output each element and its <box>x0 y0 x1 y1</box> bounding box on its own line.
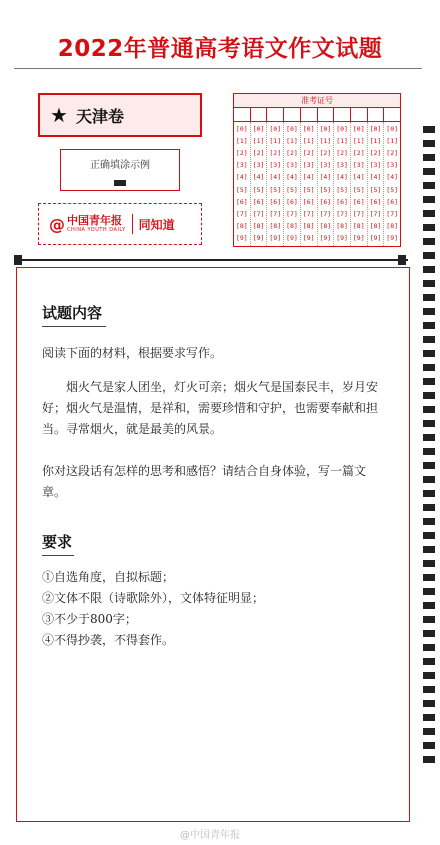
exam-id-digit-bubble[interactable]: [3] <box>319 161 332 170</box>
requirement-item: ③不少于800字； <box>42 612 137 626</box>
timing-mark <box>423 406 435 413</box>
exam-id-digit-bubble[interactable]: [5] <box>319 185 332 194</box>
exam-id-label: 准考证号 <box>234 94 400 108</box>
exam-id-digit-bubble[interactable]: [3] <box>269 161 282 170</box>
exam-id-digit-bubble[interactable]: [2] <box>252 149 265 158</box>
separator-end-mark <box>398 255 406 265</box>
exam-id-digit-bubble[interactable]: [8] <box>336 221 348 230</box>
exam-id-digit-bubble[interactable]: [1] <box>386 137 399 146</box>
exam-id-digit-bubble[interactable]: [0] <box>319 125 332 133</box>
exam-id-digit-bubble[interactable]: [9] <box>336 233 348 242</box>
exam-id-digit-bubble[interactable]: [4] <box>336 173 348 182</box>
exam-id-digit-bubble[interactable]: [6] <box>319 197 332 206</box>
timing-mark <box>423 420 435 427</box>
filled-mark-sample <box>114 180 126 186</box>
section-separator <box>14 259 408 261</box>
timing-mark <box>423 168 435 175</box>
timing-mark <box>423 252 435 259</box>
requirements-heading-underline <box>42 555 74 556</box>
exam-id-digit-bubble[interactable]: [1] <box>269 137 282 146</box>
timing-mark <box>423 546 435 553</box>
exam-id-digit-bubble[interactable]: [1] <box>319 137 332 146</box>
exam-id-input-cell[interactable] <box>284 108 301 121</box>
exam-id-digit-bubble[interactable]: [9] <box>319 233 332 242</box>
fill-sample-label: 正确填涂示例 <box>90 160 150 171</box>
exam-id-digit-bubble[interactable]: [7] <box>319 209 332 218</box>
timing-mark <box>423 364 435 371</box>
exam-id-digit-bubble[interactable]: [8] <box>235 221 248 230</box>
timing-mark <box>423 588 435 595</box>
exam-id-input-cell[interactable] <box>368 108 385 121</box>
timing-mark <box>423 280 435 287</box>
exam-id-digit-bubble[interactable]: [2] <box>302 149 315 158</box>
timing-mark <box>423 658 435 665</box>
exam-id-digit-bubble[interactable]: [0] <box>352 125 365 133</box>
requirement-item: ②文体不限（诗歌除外），文体特征明显； <box>42 591 265 605</box>
exam-id-digit-bubble[interactable]: [1] <box>369 137 382 146</box>
exam-id-digit-bubble[interactable]: [1] <box>252 137 265 146</box>
exam-id-digit-bubble[interactable]: [8] <box>386 221 399 230</box>
exam-id-digit-bubble[interactable]: [9] <box>269 233 282 242</box>
timing-mark <box>423 322 435 329</box>
requirement-item: ①自选角度，自拟标题； <box>42 570 175 584</box>
exam-id-digit-bubble[interactable]: [6] <box>369 197 382 206</box>
exam-id-digit-bubble[interactable]: [6] <box>252 197 265 206</box>
exam-id-digit-column <box>384 122 400 246</box>
exam-id-digit-bubble[interactable]: [4] <box>286 173 298 182</box>
timing-mark <box>423 126 435 133</box>
exam-id-digit-bubble[interactable]: [6] <box>336 197 348 206</box>
timing-mark <box>423 574 435 581</box>
exam-id-digit-bubble[interactable]: [8] <box>252 221 265 230</box>
timing-mark <box>423 196 435 203</box>
exam-id-input-cell[interactable] <box>334 108 351 121</box>
timing-mark <box>423 616 435 623</box>
requirements-heading: 要求 <box>42 533 73 551</box>
exam-id-digit-bubble[interactable]: [1] <box>352 137 365 146</box>
timing-mark <box>423 154 435 161</box>
exam-id-digit-bubble[interactable]: [5] <box>269 185 282 194</box>
writing-prompt: 你对这段话有怎样的思考和感悟？请结合自身体验，写一篇文章。 <box>42 464 367 499</box>
exam-id-digit-bubble[interactable]: [8] <box>286 221 298 230</box>
exam-id-digit-bubble[interactable]: [2] <box>352 149 365 158</box>
separator-end-mark <box>14 255 22 265</box>
exam-id-digit-bubble[interactable]: [3] <box>386 161 399 170</box>
logo-partner: 同知道 <box>138 217 175 232</box>
exam-id-digit-bubble[interactable]: [7] <box>352 209 365 218</box>
at-logo-icon: @ <box>49 214 65 234</box>
exam-id-input-cell[interactable] <box>301 108 318 121</box>
exam-id-digit-bubble[interactable]: [0] <box>252 125 265 133</box>
exam-id-digit-bubble[interactable]: [7] <box>252 209 265 218</box>
exam-id-digit-bubble[interactable]: [7] <box>336 209 348 218</box>
exam-id-input-cell[interactable] <box>384 108 400 121</box>
exam-id-digit-bubble[interactable]: [5] <box>252 185 265 194</box>
timing-mark <box>423 714 435 721</box>
timing-mark <box>423 140 435 147</box>
exam-id-digit-bubble[interactable]: [5] <box>336 185 348 194</box>
exam-id-digit-bubble[interactable]: [4] <box>302 173 315 182</box>
exam-id-digit-bubble[interactable]: [9] <box>252 233 265 242</box>
content-heading: 试题内容 <box>42 304 103 322</box>
exam-id-digit-bubble[interactable]: [6] <box>302 197 315 206</box>
timing-mark <box>423 448 435 455</box>
timing-marks-strip <box>423 126 435 774</box>
material-passage: 烟火气是家人团坐，灯火可亲；烟火气是国泰民丰，岁月安好；烟火气是温情，是祥和，需要珍惜和守护，也需要奉献和担当。寻常烟火，就是最美的风景。 <box>42 380 379 436</box>
exam-id-digit-bubble[interactable]: [0] <box>369 125 382 133</box>
exam-id-digit-bubble[interactable]: [8] <box>319 221 332 230</box>
timing-mark <box>423 490 435 497</box>
timing-mark <box>423 378 435 385</box>
exam-id-digit-bubble[interactable]: [5] <box>286 185 298 194</box>
logo-name-en: CHINA YOUTH DAILY <box>67 227 126 234</box>
exam-id-digit-bubble[interactable]: [0] <box>386 125 399 133</box>
exam-id-input-row <box>234 108 400 122</box>
exam-id-digit-bubble[interactable]: [6] <box>386 197 399 206</box>
exam-id-digit-bubble[interactable]: [9] <box>302 233 315 242</box>
timing-mark <box>423 476 435 483</box>
exam-id-digit-bubble[interactable]: [4] <box>369 173 382 182</box>
star-icon: ★ <box>50 103 68 127</box>
exam-id-digit-bubble[interactable]: [7] <box>269 209 282 218</box>
timing-mark <box>423 294 435 301</box>
exam-id-digit-bubble[interactable]: [0] <box>302 125 315 133</box>
exam-id-input-cell[interactable] <box>351 108 368 121</box>
exam-id-digit-bubble[interactable]: [2] <box>286 149 298 158</box>
exam-id-digit-column <box>318 122 335 246</box>
timing-mark <box>423 672 435 679</box>
exam-id-digit-column <box>334 122 351 246</box>
logo-divider <box>132 214 133 234</box>
exam-id-digit-column <box>368 122 385 246</box>
exam-id-digit-bubble[interactable]: [3] <box>369 161 382 170</box>
exam-id-digit-bubble[interactable]: [2] <box>369 149 382 158</box>
timing-mark <box>423 602 435 609</box>
watermark: @中国青年报 <box>180 830 240 841</box>
exam-id-digit-column <box>351 122 368 246</box>
exam-id-digit-bubble[interactable]: [8] <box>369 221 382 230</box>
logo-text <box>67 215 126 233</box>
exam-id-digit-bubble[interactable]: [4] <box>252 173 265 182</box>
exam-id-digit-bubble[interactable]: [7] <box>286 209 298 218</box>
exam-id-digit-bubble[interactable]: [3] <box>302 161 315 170</box>
timing-mark <box>423 210 435 217</box>
exam-id-digit-bubble[interactable]: [7] <box>235 209 248 218</box>
exam-id-digit-bubble[interactable]: [6] <box>286 197 298 206</box>
exam-id-digit-bubble[interactable]: [1] <box>302 137 315 146</box>
timing-mark <box>423 728 435 735</box>
region-label-box <box>38 93 202 137</box>
exam-id-input-cell[interactable] <box>234 108 251 121</box>
fill-sample-box <box>60 149 180 191</box>
exam-id-digit-bubble[interactable]: [4] <box>269 173 282 182</box>
logo-name-cn: 中国青年报 <box>67 213 122 227</box>
exam-id-digit-column <box>267 122 284 246</box>
exam-id-digit-bubble[interactable]: [5] <box>302 185 315 194</box>
exam-id-digit-column <box>301 122 318 246</box>
exam-id-digit-bubble[interactable]: [2] <box>235 149 248 158</box>
timing-mark <box>423 504 435 511</box>
exam-id-digit-bubble[interactable]: [5] <box>352 185 365 194</box>
timing-mark <box>423 182 435 189</box>
requirement-item: ④不得抄袭，不得套作。 <box>42 633 175 647</box>
timing-mark <box>423 686 435 693</box>
exam-id-digit-bubble[interactable]: [9] <box>369 233 382 242</box>
exam-id-digit-column <box>234 122 251 246</box>
timing-mark <box>423 756 435 763</box>
exam-id-digit-bubble[interactable]: [1] <box>286 137 298 146</box>
timing-mark <box>423 238 435 245</box>
exam-id-digit-bubble[interactable]: [6] <box>269 197 282 206</box>
exam-id-digit-bubble[interactable]: [1] <box>235 137 248 146</box>
exam-id-digit-column <box>284 122 301 246</box>
exam-id-digit-bubble[interactable]: [2] <box>336 149 348 158</box>
exam-id-digit-bubble[interactable]: [9] <box>352 233 365 242</box>
timing-mark <box>423 336 435 343</box>
exam-id-digit-bubble[interactable]: [0] <box>336 125 348 133</box>
timing-mark <box>423 630 435 637</box>
exam-id-digit-bubble[interactable]: [6] <box>352 197 365 206</box>
timing-mark <box>423 224 435 231</box>
exam-id-input-cell[interactable] <box>251 108 268 121</box>
timing-mark <box>423 392 435 399</box>
exam-id-digit-bubble[interactable]: [3] <box>235 161 248 170</box>
exam-id-digit-bubble[interactable]: [0] <box>235 125 248 133</box>
instruction-text: 阅读下面的材料，根据要求写作。 <box>42 346 223 360</box>
timing-mark <box>423 434 435 441</box>
title-divider <box>14 68 422 69</box>
exam-id-digit-bubble[interactable]: [8] <box>352 221 365 230</box>
exam-id-digit-bubble[interactable]: [2] <box>269 149 282 158</box>
exam-id-digit-bubble[interactable]: [8] <box>269 221 282 230</box>
timing-mark <box>423 350 435 357</box>
exam-id-digit-bubble[interactable]: [9] <box>386 233 399 242</box>
exam-id-digit-bubble[interactable]: [8] <box>302 221 315 230</box>
timing-mark <box>423 742 435 749</box>
page-title: 2022年普通高考语文作文试题 <box>57 36 383 62</box>
exam-id-input-cell[interactable] <box>318 108 335 121</box>
exam-id-digit-bubble[interactable]: [4] <box>319 173 332 182</box>
exam-id-digit-bubble[interactable]: [5] <box>386 185 399 194</box>
exam-id-digit-bubble[interactable]: [6] <box>235 197 248 206</box>
exam-id-digit-bubble[interactable]: [1] <box>336 137 348 146</box>
timing-mark <box>423 644 435 651</box>
exam-id-digit-bubble[interactable]: [4] <box>235 173 248 182</box>
content-heading-underline <box>42 326 106 327</box>
exam-id-digit-bubble[interactable]: [5] <box>235 185 248 194</box>
exam-id-digit-bubble[interactable]: [9] <box>286 233 298 242</box>
timing-mark <box>423 700 435 707</box>
exam-id-digit-bubble[interactable]: [7] <box>302 209 315 218</box>
exam-id-digit-bubble[interactable]: [2] <box>319 149 332 158</box>
exam-id-digit-bubble[interactable]: [3] <box>352 161 365 170</box>
timing-mark <box>423 308 435 315</box>
region-label: 天津卷 <box>75 106 124 126</box>
exam-id-digit-bubble[interactable]: [5] <box>369 185 382 194</box>
exam-id-digit-columns <box>234 122 400 246</box>
timing-mark <box>423 462 435 469</box>
requirements-list <box>42 567 384 651</box>
publisher-logo <box>38 203 202 245</box>
exam-id-digit-bubble[interactable]: [3] <box>252 161 265 170</box>
timing-mark <box>423 266 435 273</box>
exam-id-digit-bubble[interactable]: [3] <box>336 161 348 170</box>
exam-id-digit-bubble[interactable]: [2] <box>386 149 399 158</box>
timing-mark <box>423 560 435 567</box>
exam-id-digit-bubble[interactable]: [4] <box>386 173 399 182</box>
exam-id-digit-bubble[interactable]: [0] <box>269 125 282 133</box>
exam-id-digit-bubble[interactable]: [3] <box>286 161 298 170</box>
exam-id-grid <box>233 93 401 247</box>
exam-id-input-cell[interactable] <box>267 108 284 121</box>
exam-id-digit-bubble[interactable]: [7] <box>386 209 399 218</box>
timing-mark <box>423 532 435 539</box>
exam-id-digit-bubble[interactable]: [0] <box>286 125 298 133</box>
exam-id-digit-bubble[interactable]: [7] <box>369 209 382 218</box>
exam-id-digit-bubble[interactable]: [4] <box>352 173 365 182</box>
exam-id-digit-bubble[interactable]: [9] <box>235 233 248 242</box>
timing-mark <box>423 518 435 525</box>
exam-id-digit-column <box>251 122 268 246</box>
